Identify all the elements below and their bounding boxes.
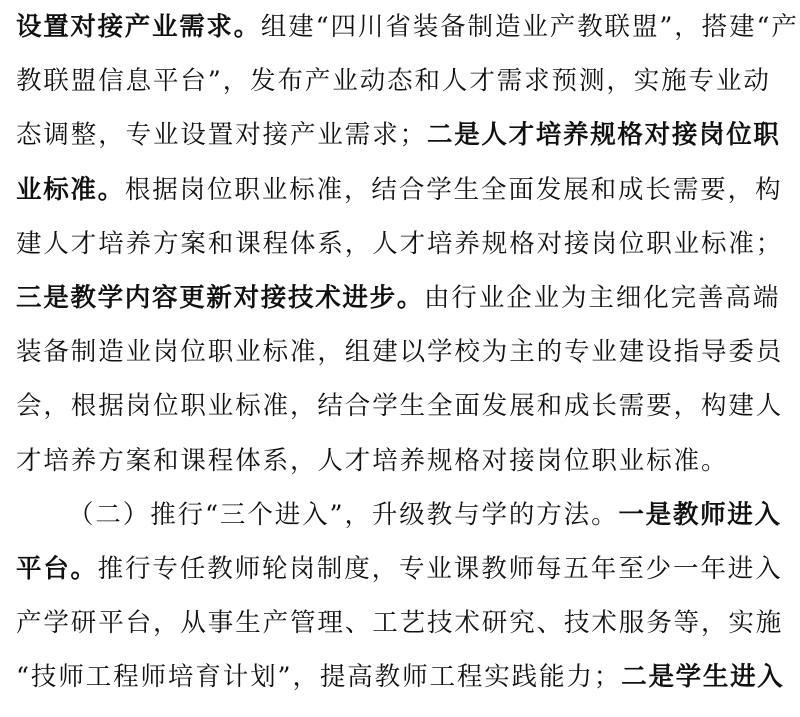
- text-line: [16, 434, 786, 488]
- text-line: [16, 650, 786, 704]
- text-line: [16, 217, 786, 271]
- text-line: [16, 379, 786, 433]
- text-run: 产学研平台，从事生产管理、工艺技术研究、技术服务等，实施: [16, 608, 784, 639]
- section-heading-line: [16, 488, 786, 542]
- document-body: [16, 0, 799, 704]
- text-line: [16, 271, 786, 325]
- text-run: 装备制造业岗位职业标准，组建以学校为主的专业建设指导委员: [16, 337, 784, 368]
- bold-phrase: 二是学生进入: [621, 662, 785, 693]
- text-run: 根据岗位职业标准，结合学生全面发展和成长需要，构: [124, 174, 783, 205]
- section-heading: （二）推行“三个进入”，升级教与学的方法。: [68, 499, 619, 530]
- text-run: “技师工程师培育计划”，提高教师工程实践能力；: [16, 662, 622, 693]
- text-run: 组建“四川省装备制造业产教联盟”，搭建“产: [260, 12, 799, 42]
- text-line: [16, 0, 799, 54]
- text-line: [16, 596, 786, 650]
- bold-phrase: 设置对接产业需求。: [16, 12, 261, 42]
- text-run: 会，根据岗位职业标准，结合学生全面发展和成长需要，构建人: [16, 391, 784, 422]
- text-line: [16, 163, 786, 217]
- text-run: 推行专任教师轮岗制度，专业课教师每五年至少一年进入: [97, 553, 783, 584]
- text-run: 建人才培养方案和课程体系，人才培养规格对接岗位职业标准；: [16, 228, 784, 259]
- text-line: [16, 108, 786, 162]
- text-line: [16, 542, 786, 596]
- bold-phrase: 三是教学内容更新对接技术进步。: [16, 282, 425, 313]
- text-run: 教联盟信息平台”，发布产业动态和人才需求预测，实施专业动: [16, 66, 771, 97]
- bold-phrase: 业标准。: [16, 174, 125, 205]
- text-run: 才培养方案和课程体系，人才培养规格对接岗位职业标准。: [16, 445, 729, 476]
- bold-phrase: 二是人才培养规格对接岗位职: [427, 120, 781, 151]
- text-line: [16, 54, 786, 108]
- bold-phrase: 一是教师进入: [618, 499, 782, 530]
- text-run: 由行业企业为主细化完善高端: [424, 282, 781, 313]
- bold-phrase: 平台。: [16, 553, 98, 584]
- text-run: 态调整，专业设置对接产业需求；: [16, 120, 428, 151]
- text-line: [16, 325, 786, 379]
